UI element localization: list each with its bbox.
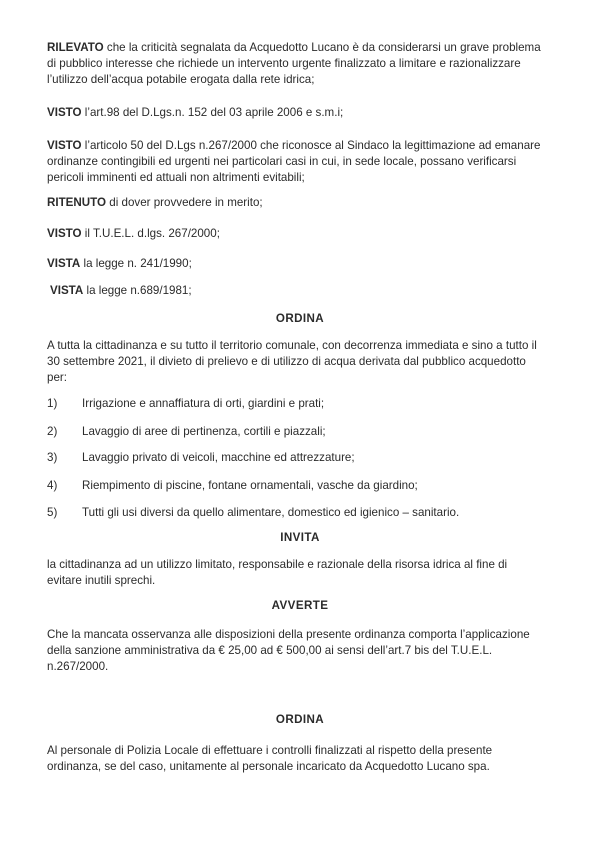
vista-689-text: la legge n.689/1981; [83,284,192,297]
keyword-vista: VISTA [50,284,84,297]
keyword-vista: VISTA [47,257,81,270]
keyword-ritenuto: RITENUTO [47,196,107,209]
avverte-line-3: n.267/2000. [47,660,109,673]
ordina-line-1: A tutta la cittadinanza e su tutto il territorio comunale, con decorrenza immediata e sino a tutto il [47,339,537,352]
list-item-number: 2) [47,425,58,438]
heading-ordina-second: ORDINA [275,713,325,726]
list-item-text: Irrigazione e annaffiatura di orti, giardini e prati; [82,397,325,410]
paragraph-rilevato [47,40,567,88]
keyword-visto: VISTO [47,227,82,240]
paragraph-visto-art50 [47,138,567,186]
list-item-number: 5) [47,506,58,519]
avverte-line-2: della sanzione amministrativa da € 25,00 ad € 500,00 ai sensi dell’art.7 bis del T.U.E.L. [47,644,493,657]
avverte-line-1: Che la mancata osservanza alle disposizioni della presente ordinanza comporta l’applicazione [47,628,530,641]
list-item [47,478,567,494]
list-item [47,396,567,412]
keyword-rilevato: RILEVATO [47,41,104,54]
paragraph-ordina [47,338,567,386]
list-item-text: Lavaggio privato di veicoli, macchine ed attrezzature; [82,451,355,464]
list-item-text: Lavaggio di aree di pertinenza, cortili e piazzali; [82,425,326,438]
list-item [47,424,567,440]
invita-line-1: la cittadinanza ad un utilizzo limitato, responsabile e razionale della risorsa idrica al fine di [47,558,508,571]
ritenuto-text: di dover provvedere in merito; [106,196,263,209]
list-item [47,450,567,466]
paragraph-avverte [47,627,567,675]
rilevato-line-3: l’utilizzo dell’acqua potabile erogata dalla rete idrica; [47,73,315,86]
list-item-number: 3) [47,451,58,464]
visto-art50-line-2: ordinanze contingibili ed urgenti nei particolari casi in cui, in sede locale, possano verificarsi [47,155,517,168]
paragraph-visto-dlgs [47,105,567,121]
rilevato-line-2: di pubblico interesse che richiede un intervento urgente finalizzato a limitare e razionalizzare [47,57,521,70]
keyword-visto: VISTO [47,139,82,152]
rilevato-line-1: che la criticità segnalata da Acquedotto Lucano è da considerarsi un grave problema [103,41,541,54]
paragraph-vista-689 [50,283,570,299]
paragraph-vista-241 [47,256,567,272]
paragraph-ordina-second [47,743,567,775]
heading-avverte: AVVERTE [271,599,329,612]
ordina-second-line-1: Al personale di Polizia Locale di effettuare i controlli finalizzati al rispetto della presente [47,744,493,757]
list-item-text: Riempimento di piscine, fontane ornamentali, vasche da giardino; [82,479,418,492]
visto-tuel-text: il T.U.E.L. d.lgs. 267/2000; [81,227,220,240]
visto-dlgs-text: l’art.98 del D.Lgs.n. 152 del 03 aprile 2006 e s.m.i; [81,106,344,119]
vista-241-text: la legge n. 241/1990; [80,257,192,270]
ordina-line-3: per: [47,371,67,384]
keyword-visto: VISTO [47,106,82,119]
paragraph-visto-tuel [47,226,567,242]
list-item-number: 4) [47,479,58,492]
list-item [47,505,567,521]
heading-ordina: ORDINA [275,312,325,325]
paragraph-invita [47,557,567,589]
heading-invita: INVITA [280,531,320,544]
visto-art50-line-1: l’articolo 50 del D.Lgs n.267/2000 che riconosce al Sindaco la legittimazione ad emanare [81,139,541,152]
invita-line-2: evitare inutili sprechi. [47,574,156,587]
ordina-line-2: 30 settembre 2021, il divieto di prelievo e di utilizzo di acqua derivata dal pubblico acquedotto [47,355,526,368]
list-item-text: Tutti gli usi diversi da quello alimentare, domestico ed igienico – sanitario. [82,506,460,519]
visto-art50-line-3: pericoli imminenti ed attuali non altrimenti evitabili; [47,171,305,184]
list-item-number: 1) [47,397,58,410]
paragraph-ritenuto [47,195,567,211]
ordina-second-line-2: ordinanza, se del caso, unitamente al personale incaricato da Acquedotto Lucano spa. [47,760,490,773]
